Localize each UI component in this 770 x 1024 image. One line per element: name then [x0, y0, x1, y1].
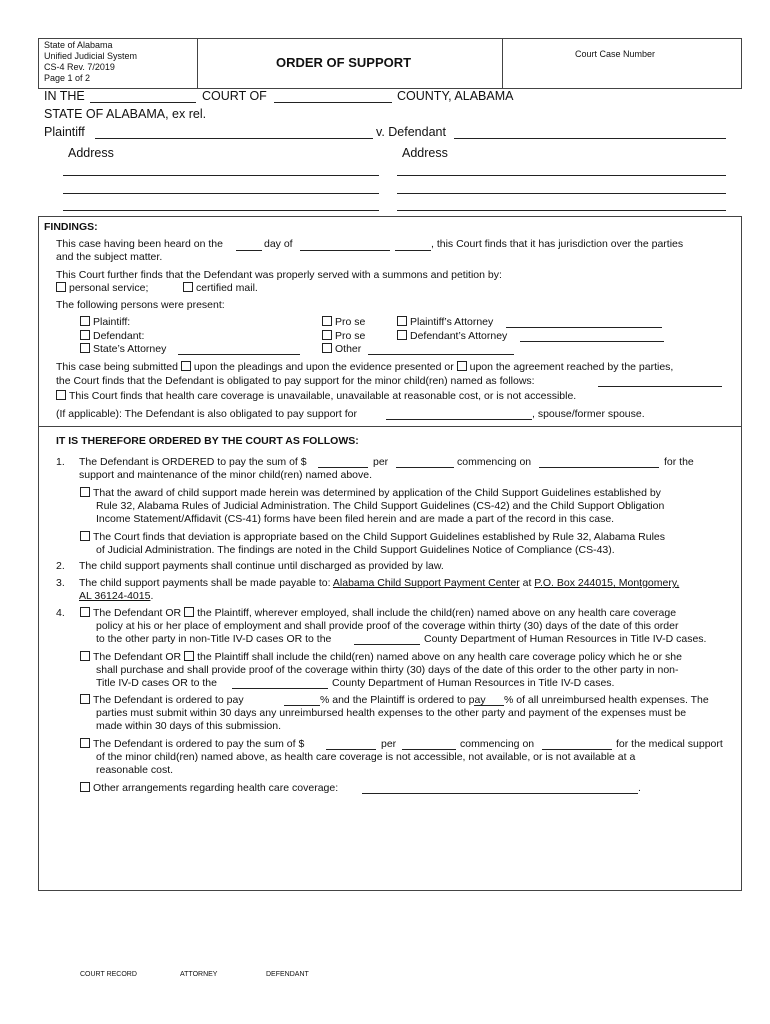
health-employer-county-field[interactable]	[354, 644, 420, 645]
plaintiff-present-checkbox[interactable]	[80, 316, 90, 326]
plaintiffs-attorney-checkbox[interactable]	[397, 316, 407, 326]
spouse-support-field[interactable]	[386, 419, 532, 420]
submitted-text-1: This case being submitted upon the pleadings and upon the evidence presented or upon the agreement reached by the parties,	[56, 361, 674, 373]
medical-text-b: per	[381, 738, 397, 750]
deviation-option[interactable]: The Court finds that deviation is appropriate based on the Child Support Guidelines established by Rule 32, Alabama Rules	[80, 531, 665, 544]
present-text: The following persons were present:	[56, 299, 225, 311]
children-names-field[interactable]	[598, 386, 722, 387]
state-ex-rel: STATE OF ALABAMA, ex rel.	[44, 107, 207, 121]
v-defendant-label: v. Defendant	[376, 125, 446, 139]
order-2-text: The child support payments shall continue until discharged as provided by law.	[79, 560, 444, 572]
footer-attorney: ATTORNEY	[180, 971, 218, 978]
heard-month-field[interactable]	[300, 250, 390, 251]
defendants-attorney-checkbox[interactable]	[397, 330, 407, 340]
county-label: COUNTY, ALABAMA	[397, 89, 514, 103]
unreimbursed-text-c: % of all unreimbursed health expenses. The	[504, 694, 709, 706]
plaintiff-name-field[interactable]	[95, 138, 373, 139]
guidelines-option[interactable]: That the award of child support made herein was determined by application of the Child Support Guidelines established by	[80, 487, 661, 500]
court-of-label: COURT OF	[202, 89, 267, 103]
pleadings-evidence-checkbox[interactable]	[181, 361, 191, 371]
pro-se-defendant-checkbox[interactable]	[322, 330, 332, 340]
unreimbursed-text-b: % and the Plaintiff is ordered to pay	[320, 694, 486, 706]
case-number-label: Court Case Number	[575, 49, 656, 59]
medical-text-2: of the minor child(ren) named above, as health care coverage is not accessible, not available, or is not available at a	[96, 751, 636, 763]
health-unavailable-checkbox[interactable]	[56, 390, 66, 400]
order-1-text-c: commencing on	[457, 456, 532, 468]
health-employer-defendant-checkbox[interactable]	[80, 607, 90, 617]
deviation-checkbox[interactable]	[80, 531, 90, 541]
defendant-address-line-2[interactable]	[397, 193, 726, 194]
guidelines-text-3: Income Statement/Affidavit (CS-41) forms have been filed herein and are made a part of the record in this case.	[96, 513, 615, 525]
medical-support-checkbox[interactable]	[80, 738, 90, 748]
health-purchase-text-3a: Title IV-D cases OR to the	[96, 677, 217, 689]
page-number: Page 1 of 2	[44, 73, 91, 83]
guidelines-checkbox[interactable]	[80, 487, 90, 497]
order-1-text-a: The Defendant is ORDERED to pay the sum of $	[79, 456, 307, 468]
heard-day-field[interactable]	[236, 250, 262, 251]
medical-period-field[interactable]	[402, 749, 456, 750]
plaintiff-address-line-1[interactable]	[63, 175, 379, 176]
pro-se-plaintiff-option[interactable]: Pro se	[322, 316, 365, 329]
health-employer-plaintiff-checkbox[interactable]	[184, 607, 194, 617]
heard-text-3: , this Court finds that it has jurisdiction over the parties	[431, 238, 684, 250]
defendant-percent-field[interactable]	[284, 705, 320, 706]
unreimbursed-checkbox[interactable]	[80, 694, 90, 704]
unreimbursed-text-2: parties must submit within 30 days any unreimbursed health expenses to the other party and payment of the expenses must be	[96, 707, 687, 719]
present-states-attorney-option[interactable]: State’s Attorney	[80, 343, 166, 356]
pro-se-plaintiff-checkbox[interactable]	[322, 316, 332, 326]
states-attorney-checkbox[interactable]	[80, 343, 90, 353]
unreimbursed-text-3: made within 30 days of this submission.	[96, 720, 282, 732]
medical-support-option[interactable]: The Defendant is ordered to pay the sum of $	[80, 738, 304, 751]
heard-text-2: day of	[264, 238, 293, 250]
form-title: ORDER OF SUPPORT	[276, 55, 412, 70]
present-defendant-option[interactable]: Defendant:	[80, 330, 144, 343]
order-1-text-d: for the	[664, 456, 694, 468]
present-plaintiff-option[interactable]: Plaintiff:	[80, 316, 130, 329]
medical-text-3: reasonable cost.	[96, 764, 174, 776]
medical-amount-field[interactable]	[326, 749, 376, 750]
defendants-attorney-name-field[interactable]	[520, 341, 664, 342]
plaintiffs-attorney-name-field[interactable]	[506, 327, 662, 328]
plaintiff-address-label: Address	[68, 146, 114, 160]
order-3-text: The child support payments shall be made payable to: Alabama Child Support Payment Center at P.O. Box 244015, Montgomery,	[79, 577, 680, 589]
health-purchase-plaintiff-checkbox[interactable]	[184, 651, 194, 661]
other-present-option[interactable]: Other	[322, 343, 361, 356]
health-employer-text-3a: to the other party in non-Title IV-D cases OR to the	[96, 633, 332, 645]
header-divider-left	[197, 38, 198, 89]
health-purchase-defendant-checkbox[interactable]	[80, 651, 90, 661]
health-purchase-county-field[interactable]	[232, 688, 328, 689]
served-text: This Court further finds that the Defendant was properly served with a summons and petition by:	[56, 269, 502, 281]
medical-start-date-field[interactable]	[542, 749, 612, 750]
plaintiff-address-line-2[interactable]	[63, 193, 379, 194]
support-period-field[interactable]	[396, 467, 454, 468]
other-arrangements-field[interactable]	[362, 793, 638, 794]
order-2-number: 2.	[56, 560, 65, 572]
health-unavailable-option[interactable]: This Court finds that health care coverage is unavailable, unavailable at reasonable cost, or is not accessible.	[56, 390, 576, 403]
other-arrangements-period: .	[638, 782, 641, 794]
defendant-present-checkbox[interactable]	[80, 330, 90, 340]
certified-mail-checkbox[interactable]	[183, 282, 193, 292]
health-purchase-text-3b: County Department of Human Resources in Title IV-D cases.	[332, 677, 615, 689]
personal-service-checkbox[interactable]	[56, 282, 66, 292]
health-purchase-text-2: shall purchase and shall provide proof of the coverage within thirty (30) days of the date of this order to the other party in non-	[96, 664, 679, 676]
medical-text-c: commencing on	[460, 738, 535, 750]
defendant-address-line-3[interactable]	[397, 210, 726, 211]
heard-year-field[interactable]	[395, 250, 431, 251]
findings-heading: FINDINGS:	[44, 221, 98, 233]
certified-mail-option[interactable]: certified mail.	[183, 282, 258, 295]
guidelines-text-2: Rule 32, Alabama Rules of Judicial Administration. The Child Support Guidelines (CS-42) and the Child Support Obligation	[96, 500, 665, 512]
if-applicable-text: (If applicable): The Defendant is also obligated to pay support for	[56, 408, 357, 420]
county-name-field[interactable]	[274, 102, 392, 103]
form-id: CS-4 Rev. 7/2019	[44, 62, 115, 72]
order-3-text-2: AL 36124-4015.	[79, 590, 154, 602]
health-employer-text-3b: County Department of Human Resources in Title IV-D cases.	[424, 633, 707, 645]
deviation-text-2: of Judicial Administration. The findings are noted in the Child Support Guidelines Notice of Compliance (CS-43).	[96, 544, 615, 556]
medical-text-d: for the medical support	[616, 738, 723, 750]
findings-orders-divider	[38, 426, 742, 427]
health-purchase-option[interactable]: The Defendant OR the Plaintiff shall include the child(ren) named above on any health care coverage policy which he or she	[80, 651, 682, 664]
orders-heading: IT IS THEREFORE ORDERED BY THE COURT AS FOLLOWS:	[56, 435, 359, 447]
health-employer-option[interactable]: The Defendant OR the Plaintiff, wherever employed, shall include the child(ren) named above on any health care coverage	[80, 607, 676, 620]
defendant-address-label: Address	[402, 146, 448, 160]
pro-se-defendant-option[interactable]: Pro se	[322, 330, 365, 343]
heard-text-1: This case having been heard on the	[56, 238, 223, 250]
obligated-text: the Court finds that the Defendant is obligated to pay support for the minor child(ren) named as follows:	[56, 375, 535, 387]
if-applicable-text-2: , spouse/former spouse.	[532, 408, 645, 420]
footer-defendant: DEFENDANT	[266, 971, 309, 978]
plaintiff-label: Plaintiff	[44, 125, 85, 139]
other-arrangements-option[interactable]: Other arrangements regarding health care coverage:	[80, 782, 338, 795]
footer-court-record: COURT RECORD	[80, 971, 137, 978]
other-present-field[interactable]	[368, 354, 514, 355]
other-present-checkbox[interactable]	[322, 343, 332, 353]
other-arrangements-checkbox[interactable]	[80, 782, 90, 792]
in-the-label: IN THE	[44, 89, 85, 103]
plaintiff-address-line-3[interactable]	[63, 210, 379, 211]
header-divider-right	[502, 38, 503, 89]
defendant-name-field[interactable]	[454, 138, 726, 139]
agreement-checkbox[interactable]	[457, 361, 467, 371]
order-3-number: 3.	[56, 577, 65, 589]
support-amount-field[interactable]	[318, 467, 368, 468]
heard-text-4: and the subject matter.	[56, 251, 163, 263]
court-type-field[interactable]	[90, 102, 196, 103]
defendant-address-line-1[interactable]	[397, 175, 726, 176]
support-start-date-field[interactable]	[539, 467, 659, 468]
plaintiffs-attorney-option[interactable]: Plaintiff’s Attorney	[397, 316, 493, 329]
order-1-text-e: support and maintenance of the minor child(ren) named above.	[79, 469, 373, 481]
personal-service-option[interactable]: personal service;	[56, 282, 148, 295]
order-1-number: 1.	[56, 456, 65, 468]
unreimbursed-option[interactable]: The Defendant is ordered to pay	[80, 694, 244, 707]
defendants-attorney-option[interactable]: Defendant’s Attorney	[397, 330, 507, 343]
health-employer-text-2: policy at his or her place of employment and shall provide proof of the coverage within thirty (30) days of the date of this order	[96, 620, 679, 632]
agency-line1: State of Alabama	[44, 40, 113, 50]
order-1-text-b: per	[373, 456, 389, 468]
agency-line2: Unified Judicial System	[44, 51, 138, 61]
states-attorney-name-field[interactable]	[178, 354, 300, 355]
plaintiff-percent-field[interactable]	[474, 705, 504, 706]
order-4-number: 4.	[56, 607, 65, 619]
